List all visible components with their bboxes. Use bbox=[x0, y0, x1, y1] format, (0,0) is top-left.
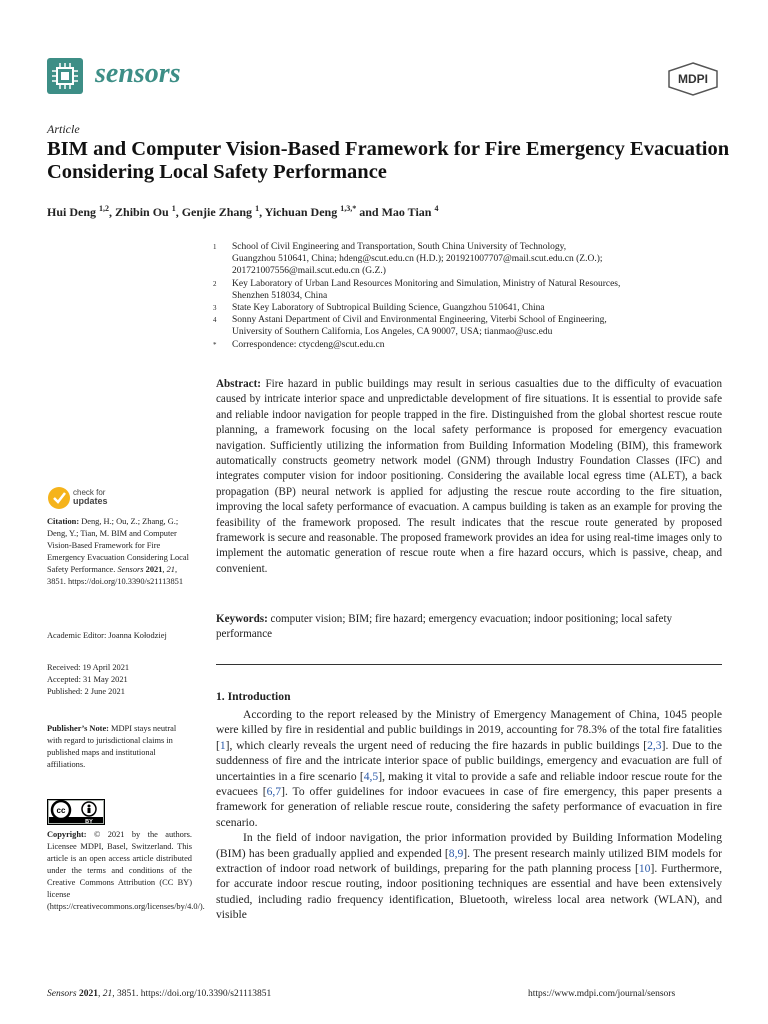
affiliation-line: State Key Laboratory of Subtropical Building Science, Guangzhou 510641, China bbox=[232, 303, 545, 314]
keywords-label: Keywords: bbox=[216, 613, 268, 625]
author-sup: 4 bbox=[434, 204, 439, 213]
citation-authors: Deng, H.; Ou, Z.; Zhang, G.; Deng, Y.; Tian, M. BIM and Computer Vision-Based Framework for Fire Emergency Evacuation Considering Local Safety Performance. bbox=[47, 517, 189, 574]
affiliation-item bbox=[211, 314, 691, 338]
text: ]. Furthermore, for accurate indoor rescue routing, indoor positioning techniques are essential and have been extensively studied, including radio frequency identification, Bluetooth, wireless local area network (WLAN), and visible bbox=[216, 862, 722, 922]
affiliation-line: University of Southern California, Los Angeles, CA 90007, USA; tianmao@usc.edu bbox=[232, 327, 553, 338]
text: According to the report released by the Ministry of Emergency Management of China, 1045 people were killed by fire in residential and public buildings in 2019, accounting for 78.3% of the total fire fatalities [ bbox=[216, 708, 722, 752]
mdpi-text: MDPI bbox=[678, 72, 708, 86]
section-heading-introduction: 1. Introduction bbox=[216, 690, 291, 703]
mdpi-logo[interactable] bbox=[667, 62, 719, 96]
citation-ref-link[interactable]: 6,7 bbox=[266, 785, 282, 799]
keywords bbox=[216, 612, 722, 643]
affiliation-line: Key Laboratory of Urban Land Resources Monitoring and Simulation, Ministry of Natural Resources, bbox=[232, 278, 621, 289]
author-sup: 1 bbox=[171, 204, 176, 213]
citation-block: Citation: Deng, H.; Ou, Z.; Zhang, G.; Deng, Y.; Tian, M. BIM and Computer Vision-Based Framework for Fire Emergency Evacuation Considering Local Safety Performance. Sensors 2021, 21, 3851. https://doi.org/10.3390/s21113851 bbox=[47, 517, 189, 586]
affiliation-mark: 2 bbox=[213, 279, 217, 288]
check-updates-top: check for bbox=[73, 488, 106, 497]
citation-ref-link[interactable]: 2,3 bbox=[647, 738, 662, 752]
received-date: Received: 19 April 2021 bbox=[47, 663, 130, 672]
citation-ref-link[interactable]: 10 bbox=[638, 862, 651, 876]
citation-doi-link[interactable]: https://doi.org/10.3390/s21113851 bbox=[67, 577, 184, 586]
text: In the field of indoor navigation, the prior information provided by Building Information Modeling (BIM) has been gradually applied and expended [ bbox=[216, 831, 722, 860]
abstract-label: Abstract: bbox=[216, 378, 261, 390]
cc-by-license-badge[interactable] bbox=[47, 799, 105, 825]
copyright-text: © 2021 by the authors. Licensee MDPI, Basel, Switzerland. This article is an open access article distributed under the terms and conditions of the Creative Commons Attribution (CC BY) license (https://creativecommons.org/licenses/by/4.0/). bbox=[47, 830, 205, 911]
footer-volume: 21 bbox=[102, 989, 113, 999]
footer-doi[interactable]: 3851. https://doi.org/10.3390/s21113851 bbox=[116, 989, 272, 999]
footer-journal: Sensors bbox=[47, 989, 77, 999]
check-updates-bottom: updates bbox=[73, 496, 108, 506]
published-date: Published: 2 June 2021 bbox=[47, 687, 125, 696]
citation-ref-link[interactable]: 8,9 bbox=[448, 846, 464, 860]
author-sup: 1 bbox=[255, 204, 260, 213]
keywords-text: computer vision; BIM; fire hazard; emergency evacuation; indoor positioning; local safety performance bbox=[216, 613, 673, 641]
affiliation-mark: * bbox=[213, 340, 217, 349]
article-type: Article bbox=[47, 122, 80, 136]
affiliation-mark: 4 bbox=[213, 316, 217, 325]
intro-paragraph bbox=[216, 707, 722, 830]
author[interactable]: Zhibin Ou bbox=[115, 205, 169, 219]
affiliation-line: Guangzhou 510641, China; hdeng@scut.edu.cn (H.D.); 201921007707@mail.scut.edu.cn (Z.O.); bbox=[232, 254, 603, 265]
text: ], which clearly reveals the urgent need of reducing the fire hazards in public buildings [ bbox=[225, 738, 648, 752]
publisher-note-text: MDPI stays neutral with regard to jurisdictional claims in published maps and institutional affiliations. bbox=[47, 724, 177, 769]
author-list: Hui Deng $^{1,2}$, Zhibin Ou $^1$, Genjie Zhang $^1$, Yichuan Deng $^{1,3,*}$ and Mao Tian $^4$ bbox=[47, 204, 439, 219]
cc-by-text: BY bbox=[85, 819, 93, 825]
affiliation-line: Sonny Astani Department of Civil and Environmental Engineering, Viterbi School of Engineering, bbox=[232, 315, 607, 326]
citation-label: Citation: bbox=[47, 517, 80, 526]
paper-title: BIM and Computer Vision-Based Framework for Fire Emergency Evacuation Considering Local Safety Performance bbox=[47, 138, 730, 183]
citation-journal: Sensors bbox=[117, 565, 144, 574]
affiliation-line: School of Civil Engineering and Transportation, South China University of Technology, bbox=[232, 242, 567, 252]
introduction-body bbox=[216, 707, 722, 923]
author[interactable]: Genjie Zhang bbox=[181, 205, 253, 219]
affiliation-line: 201721007556@mail.scut.edu.cn (G.Z.) bbox=[232, 266, 386, 277]
affiliations bbox=[211, 241, 691, 351]
author[interactable]: Mao Tian bbox=[381, 205, 432, 219]
footer-citation: Sensors 2021, 21, 3851. https://doi.org/10.3390/s21113851 bbox=[47, 989, 272, 999]
journal-name: sensors bbox=[95, 58, 181, 89]
citation-ref-link[interactable]: 4,5 bbox=[363, 769, 379, 783]
affiliation-line: Correspondence: ctycdeng@scut.edu.cn bbox=[232, 339, 385, 350]
check-updates-icon bbox=[48, 487, 70, 509]
dates-block bbox=[47, 662, 192, 698]
publisher-note-label: Publisher’s Note: bbox=[47, 724, 109, 733]
citation-volume: 21 bbox=[166, 565, 175, 574]
affiliation-line: Shenzhen 518034, China bbox=[232, 290, 328, 301]
accepted-date: Accepted: 31 May 2021 bbox=[47, 675, 128, 684]
academic-editor: Academic Editor: Joanna Kołodziej bbox=[47, 631, 167, 640]
footer-journal-url[interactable]: https://www.mdpi.com/journal/sensors bbox=[528, 989, 676, 999]
abstract bbox=[216, 377, 722, 577]
author-sup: 1,2 bbox=[99, 204, 110, 213]
journal-logo-icon bbox=[47, 58, 83, 94]
footer-year: 2021 bbox=[78, 989, 98, 999]
affiliation-item bbox=[211, 302, 691, 314]
copyright-block bbox=[47, 829, 205, 913]
text: ]. Due to the suddenness of fire and the intricate interior space of public buildings, emergency and evacuation are full of uncertainties in a fire scenario [ bbox=[216, 738, 722, 783]
author[interactable]: Yichuan Deng bbox=[264, 205, 338, 219]
svg-text:cc: cc bbox=[56, 806, 66, 815]
affiliation-item bbox=[211, 278, 691, 302]
abstract-text: Fire hazard in public buildings may result in serious casualties due to the difficulty of evacuation caused by intricate interior space and unpredictable development of fire situations. It is essential to provide safe and reliable indoor navigation for people trapped in the fire. Distinguished from the global shortest rescue route planning, a framework focusing on the local safety performance is proposed for emergency evacuation navigation. Sufficiently utilizing the information from Building Information Modeling (BIM), this framework automatically constructs geometry network model (GNM) through Industry Foundation Classes (IFC) and integrates computer vision for indoor positioning. Considering the available local egress time (ALET), a back propagation (BP) neural network is applied for adjusting the rescue route according to the fire situation, improving the local safety performance of evacuation. A campus building is taken as an example for proving the feasibility of the framework proposed. The result indicates that the rescue route generated by proposed framework is secure and reasonable. The proposed framework provides an idea for using real-time images only to implement the automatic generation of rescue route when a fire hazard occurs, which is passive, cheap, and convenient. bbox=[216, 378, 722, 575]
affiliation-mark: 3 bbox=[213, 304, 217, 313]
citation-pages: 3851. bbox=[47, 577, 66, 586]
affiliation-item bbox=[211, 241, 691, 278]
divider bbox=[216, 664, 722, 665]
text: ], making it vital to provide a safe and reliable indoor rescue route for the evacuees [ bbox=[216, 769, 722, 799]
affiliation-mark: 1 bbox=[213, 243, 217, 251]
text: ]. The present research mainly utilized BIM models for extraction of indoor road network of buildings, preparing for the path planning process [ bbox=[216, 846, 722, 876]
citation-ref-link[interactable]: 1 bbox=[219, 738, 226, 752]
publisher-note bbox=[47, 723, 192, 771]
intro-paragraph bbox=[216, 830, 722, 922]
affiliation-item bbox=[211, 339, 691, 351]
author-sup: 1,3,* bbox=[340, 204, 357, 213]
copyright-label: Copyright: bbox=[47, 830, 87, 839]
check-for-updates-button[interactable] bbox=[47, 484, 117, 514]
author[interactable]: Hui Deng bbox=[47, 205, 97, 219]
citation-year: 2021 bbox=[145, 565, 163, 574]
text: ]. To offer guidelines for indoor evacuees in case of fire emergency, this paper presents a framework for generation of reliable rescue route, considering the safety performance of evacuation in fire scenario. bbox=[216, 785, 722, 829]
